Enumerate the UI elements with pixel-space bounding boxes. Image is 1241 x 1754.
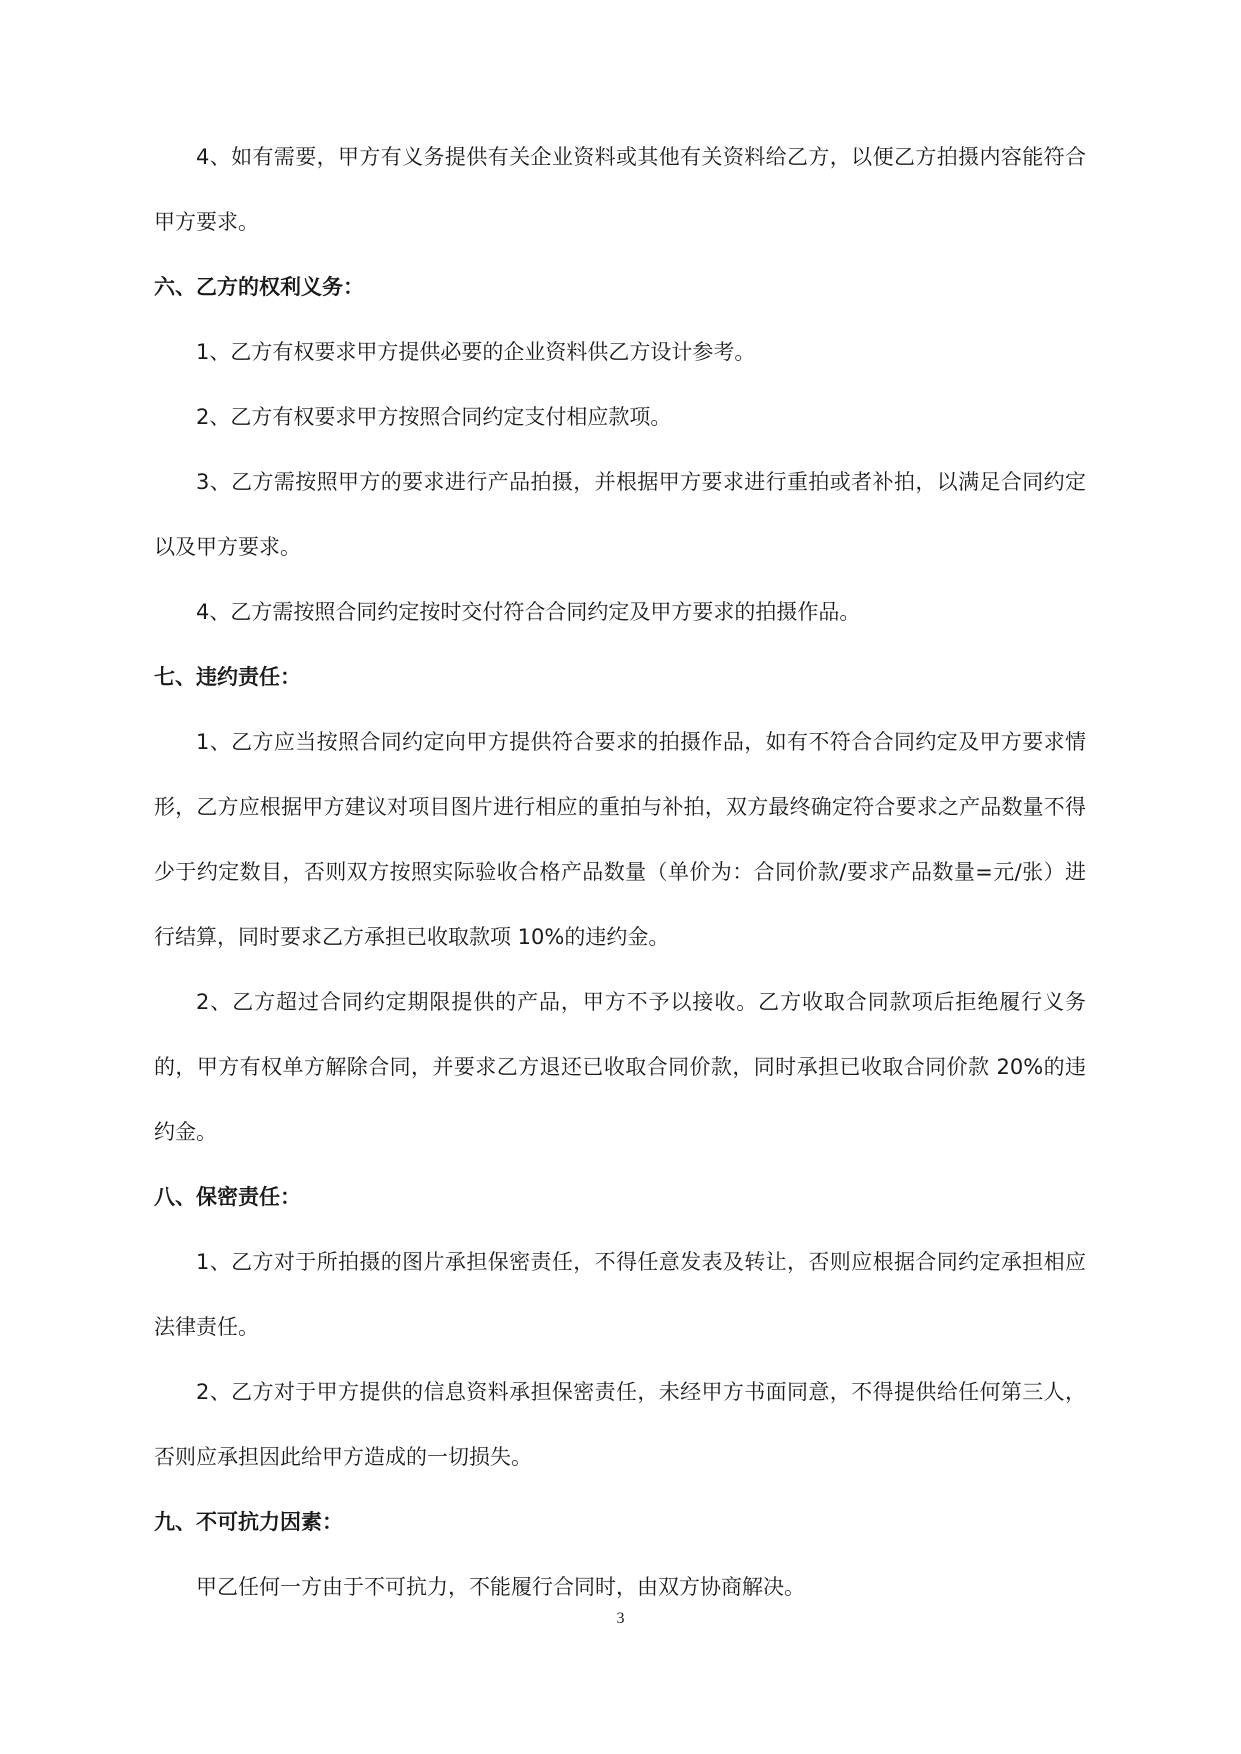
clause-8-2: 2、乙方对于甲方提供的信息资料承担保密责任，未经甲方书面同意，不得提供给任何第三人，否则应承担因此给甲方造成的一切损失。 [154, 1380, 1086, 1469]
section-heading-9: 九、不可抗力因素： [154, 1510, 343, 1534]
clause-9-1: 甲乙任何一方由于不可抗力，不能履行合同时，由双方协商解决。 [196, 1575, 805, 1599]
clause-6-4: 4、乙方需按照合同约定按时交付符合合同约定及甲方要求的拍摄作品。 [196, 600, 861, 624]
document-body [154, 125, 1086, 1620]
clause-6-1: 1、乙方有权要求甲方提供必要的企业资料供乙方设计参考。 [196, 340, 756, 364]
page-number: 3 [616, 1610, 625, 1627]
clause-5-4: 4、如有需要，甲方有义务提供有关企业资料或其他有关资料给乙方，以便乙方拍摄内容能符合甲方要求。 [154, 145, 1086, 234]
section-heading-7: 七、违约责任： [154, 665, 301, 689]
clause-7-2: 2、乙方超过合同约定期限提供的产品，甲方不予以接收。乙方收取合同款项后拒绝履行义务的，甲方有权单方解除合同，并要求乙方退还已收取合同价款，同时承担已收取合同价款 20%的违约金。 [154, 990, 1086, 1144]
clause-7-1: 1、乙方应当按照合同约定向甲方提供符合要求的拍摄作品，如有不符合合同约定及甲方要求情形，乙方应根据甲方建议对项目图片进行相应的重拍与补拍，双方最终确定符合要求之产品数量不得少于约定数目，否则双方按照实际验收合格产品数量（单价为：合同价款/要求产品数量=元/张）进行结算，同时要求乙方承担已收取款项 10%的违约金。 [154, 730, 1086, 949]
clause-6-2: 2、乙方有权要求甲方按照合同约定支付相应款项。 [196, 405, 672, 429]
section-heading-6: 六、乙方的权利义务： [154, 275, 364, 299]
clause-6-3: 3、乙方需按照甲方的要求进行产品拍摄，并根据甲方要求进行重拍或者补拍，以满足合同约定以及甲方要求。 [154, 470, 1086, 559]
clause-8-1: 1、乙方对于所拍摄的图片承担保密责任，不得任意发表及转让，否则应根据合同约定承担相应法律责任。 [154, 1250, 1086, 1339]
section-heading-8: 八、保密责任： [154, 1185, 301, 1209]
